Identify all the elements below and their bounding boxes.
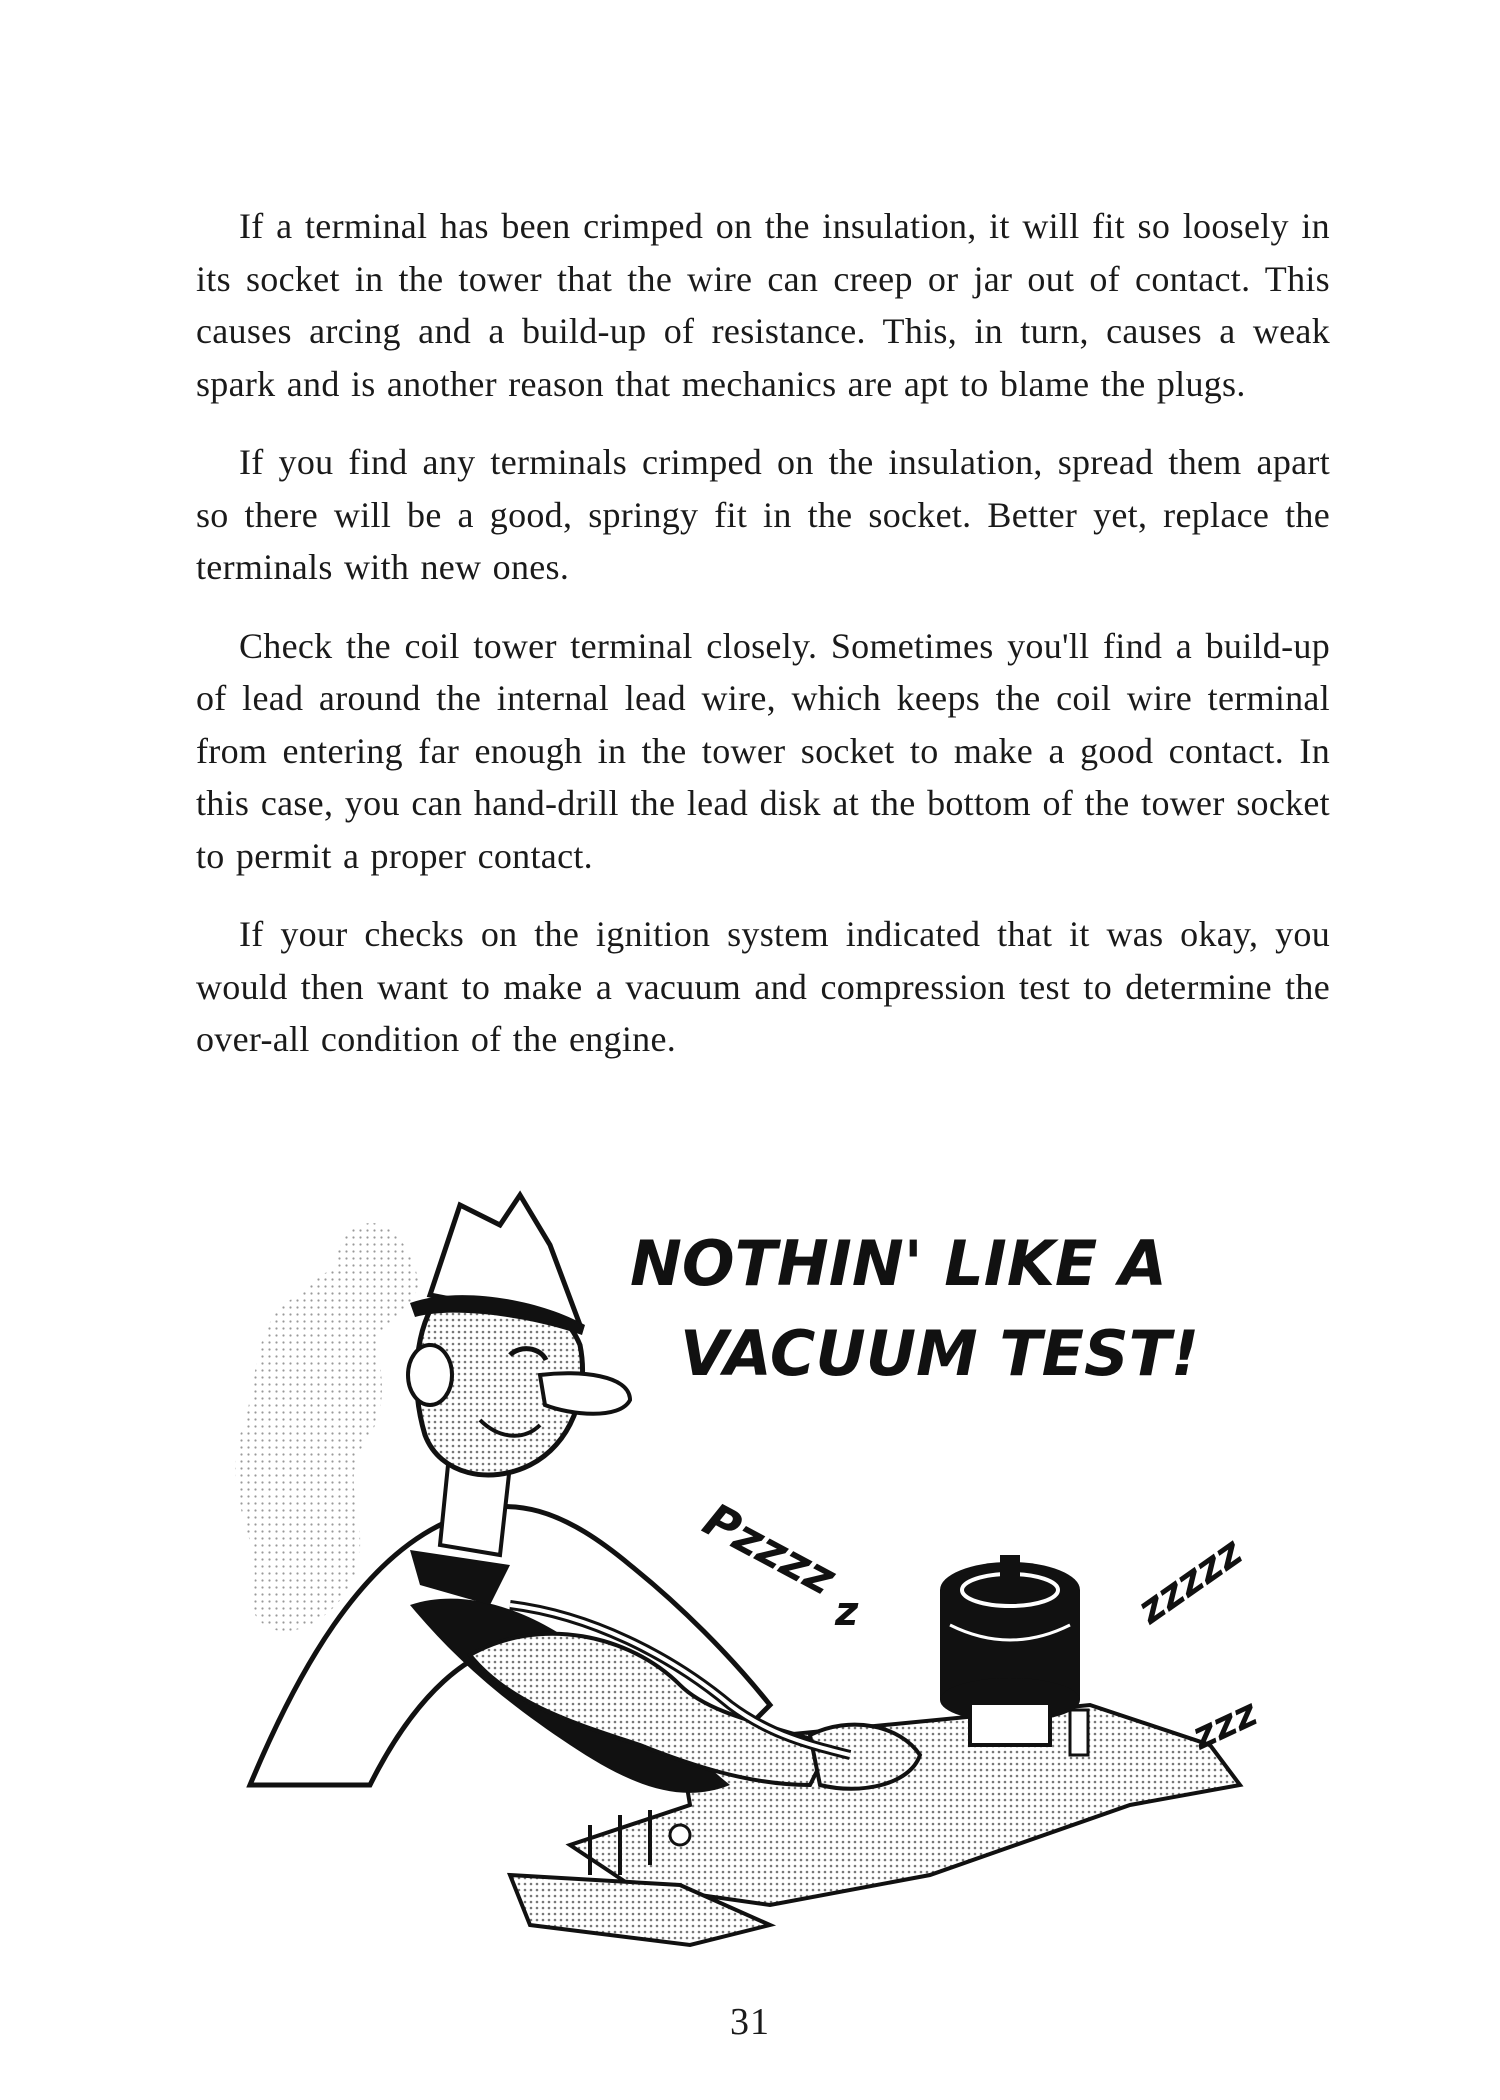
mechanic-vacuum-test-drawing: [210, 1185, 1330, 1965]
snore-text-3: zzz: [1185, 1690, 1264, 1759]
paragraph-1: If a terminal has been crimped on the insulation, it will fit so loosely in its socket in the tower that the wire can creep or jar out of contact. This causes arcing and a build-up of resistance. This, in turn, causes a weak spark and is another reason that mechanics are apt to blame the plugs.: [196, 206, 1330, 404]
cartoon-illustration: [210, 1185, 1330, 1965]
snore-text-1: Pzzzz: [694, 1492, 845, 1606]
paragraph-4: If your checks on the ignition system indicated that it was okay, you would then want to make a vacuum and compression test to determine the over-all condition of the engine.: [196, 914, 1330, 1059]
snore-text-2: zzzzz: [1129, 1528, 1252, 1634]
snore-text-1b: z: [835, 1589, 859, 1635]
page-number: 31: [730, 2001, 770, 2043]
body-text: [196, 200, 1330, 1092]
paragraph-3: Check the coil tower terminal closely. Sometimes you'll find a build-up of lead around the internal lead wire, which keeps the coil wire terminal from entering far enough in the tower socket to make a good contact. In this case, you can hand-drill the lead disk at the bottom of the tower socket to permit a proper contact.: [196, 625, 1330, 876]
caption-line-2: VACUUM TEST!: [680, 1317, 1200, 1390]
mechanic-head: [408, 1195, 630, 1475]
paragraph-2: If you find any terminals crimped on the insulation, spread them apart so there will be a good, springy fit in the socket. Better yet, replace the terminals with new ones.: [196, 442, 1330, 587]
caption-line-1: NOTHIN' LIKE A: [630, 1227, 1167, 1300]
